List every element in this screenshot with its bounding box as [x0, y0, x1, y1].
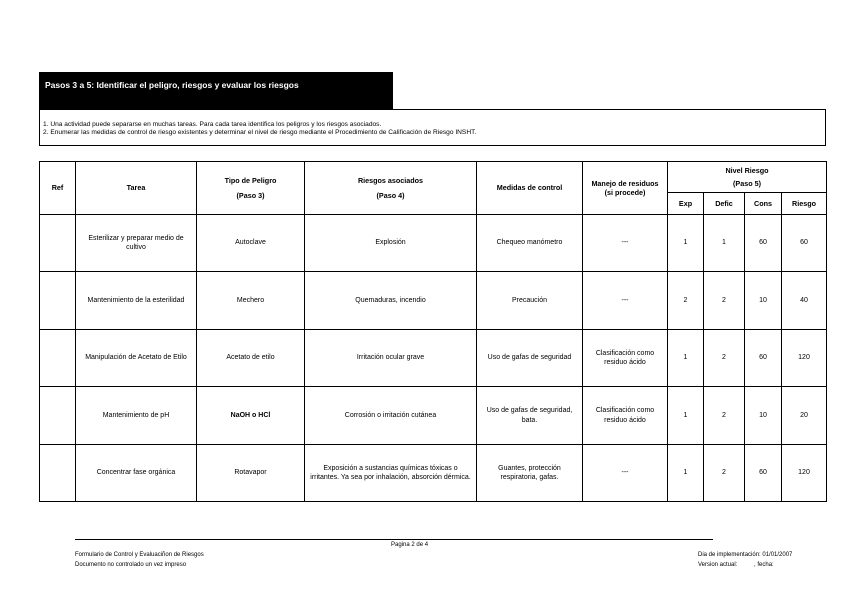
cell-exp: 1 [668, 387, 704, 445]
footer-divider [75, 539, 713, 540]
cell-peligro: Autoclave [197, 215, 305, 272]
header-nivel-step: (Paso 5) [733, 179, 761, 188]
cell-exp: 2 [668, 272, 704, 330]
cell-manejo: --- [583, 215, 668, 272]
cell-defic: 2 [704, 330, 745, 387]
header-riesgo: Riesgo [782, 193, 827, 215]
instruction-1: 1. Una actividad puede separarse en muchas tareas. Para cada tarea identifica los peligros y los riesgos asociados. [43, 121, 382, 128]
cell-peligro: Acetato de etilo [197, 330, 305, 387]
header-riesgos-label: Riesgos asociados [357, 175, 424, 185]
cell-ref [40, 215, 76, 272]
cell-ref [40, 387, 76, 445]
cell-riesgo: 40 [782, 272, 827, 330]
header-manejo: Manejo de residuos (si procede) [583, 162, 668, 215]
form-name: Formulario de Control y Evaluaciñon de Riesgos [75, 552, 204, 558]
cell-ref [40, 330, 76, 387]
cell-riesgos: Quemaduras, incendio [305, 272, 477, 330]
cell-riesgo: 120 [782, 330, 827, 387]
header-exp: Exp [668, 193, 704, 215]
cell-manejo: Clasificación como residuo ácido [583, 387, 668, 445]
cell-ref [40, 272, 76, 330]
header-tipo-peligro-label: Tipo de Peligro [224, 175, 277, 185]
header-nivel-label: Nivel Riesgo [725, 165, 769, 175]
risk-assessment-table [39, 161, 827, 502]
cell-tarea: Mantenimiento de la esterilidad [76, 272, 197, 330]
uncontrolled-notice: Documento no controlado un vez impreso [75, 562, 187, 568]
table-row [40, 330, 827, 387]
cell-manejo: --- [583, 272, 668, 330]
instructions-box [39, 109, 826, 146]
cell-riesgo: 120 [782, 445, 827, 502]
table-row [40, 387, 827, 445]
table-row [40, 445, 827, 502]
version-info: Version actual: , fecha: [698, 562, 774, 568]
header-riesgos-step: (Paso 4) [376, 191, 405, 200]
header-medidas: Medidas de control [477, 162, 583, 215]
cell-riesgos: Exposición a sustancias químicas tóxicas o irritantes. Ya sea por inhalación, absorción dérmica. [305, 445, 477, 502]
cell-manejo: --- [583, 445, 668, 502]
cell-manejo: Clasificación como residuo ácido [583, 330, 668, 387]
instruction-2: 2. Enumerar las medidas de control de riesgo existentes y determinar el nivel de riesgo mediante el Procedimiento de Calificación de Riesgo INSHT. [43, 129, 477, 137]
header-nivel-riesgo [668, 162, 827, 193]
section-title: Pasos 3 a 5: Identificar el peligro, riesgos y evaluar los riesgos [39, 72, 393, 109]
cell-medidas: Guantes, protección respiratoria, gafas. [477, 445, 583, 502]
header-defic: Defic [704, 193, 745, 215]
cell-riesgos: Explosión [305, 215, 477, 272]
page-number: Pagina 2 de 4 [391, 542, 429, 548]
cell-defic: 2 [704, 272, 745, 330]
header-tipo-peligro-step: (Paso 3) [236, 191, 265, 200]
cell-exp: 1 [668, 445, 704, 502]
cell-riesgos: Irritación ocular grave [305, 330, 477, 387]
cell-medidas: Precaución [477, 272, 583, 330]
cell-tarea: Esterilizar y preparar medio de cultivo [76, 215, 197, 272]
cell-tarea: Mantenimiento de pH [76, 387, 197, 445]
cell-medidas: Uso de gafas de seguridad, bata. [477, 387, 583, 445]
cell-riesgos: Corrosión o irritación cutánea [305, 387, 477, 445]
table-row [40, 272, 827, 330]
cell-ref [40, 445, 76, 502]
cell-cons: 60 [745, 215, 782, 272]
implementation-date: Dia de implementación: 01/01/2007 [698, 552, 793, 558]
table-row [40, 215, 827, 272]
header-riesgos [305, 162, 477, 215]
cell-peligro: NaOH o HCl [197, 387, 305, 445]
header-tarea: Tarea [76, 162, 197, 215]
cell-riesgo: 20 [782, 387, 827, 445]
cell-riesgo: 60 [782, 215, 827, 272]
cell-exp: 1 [668, 215, 704, 272]
cell-tarea: Concentrar fase orgánica [76, 445, 197, 502]
cell-medidas: Uso de gafas de seguridad [477, 330, 583, 387]
cell-peligro: Mechero [197, 272, 305, 330]
cell-medidas: Chequeo manómetro [477, 215, 583, 272]
cell-cons: 60 [745, 330, 782, 387]
header-cons: Cons [745, 193, 782, 215]
header-ref: Ref [40, 162, 76, 215]
cell-tarea: Manipulación de Acetato de Etilo [76, 330, 197, 387]
cell-cons: 10 [745, 387, 782, 445]
cell-defic: 2 [704, 445, 745, 502]
cell-peligro: Rotavapor [197, 445, 305, 502]
cell-cons: 10 [745, 272, 782, 330]
cell-cons: 60 [745, 445, 782, 502]
cell-defic: 2 [704, 387, 745, 445]
cell-defic: 1 [704, 215, 745, 272]
cell-exp: 1 [668, 330, 704, 387]
header-tipo-peligro [197, 162, 305, 215]
